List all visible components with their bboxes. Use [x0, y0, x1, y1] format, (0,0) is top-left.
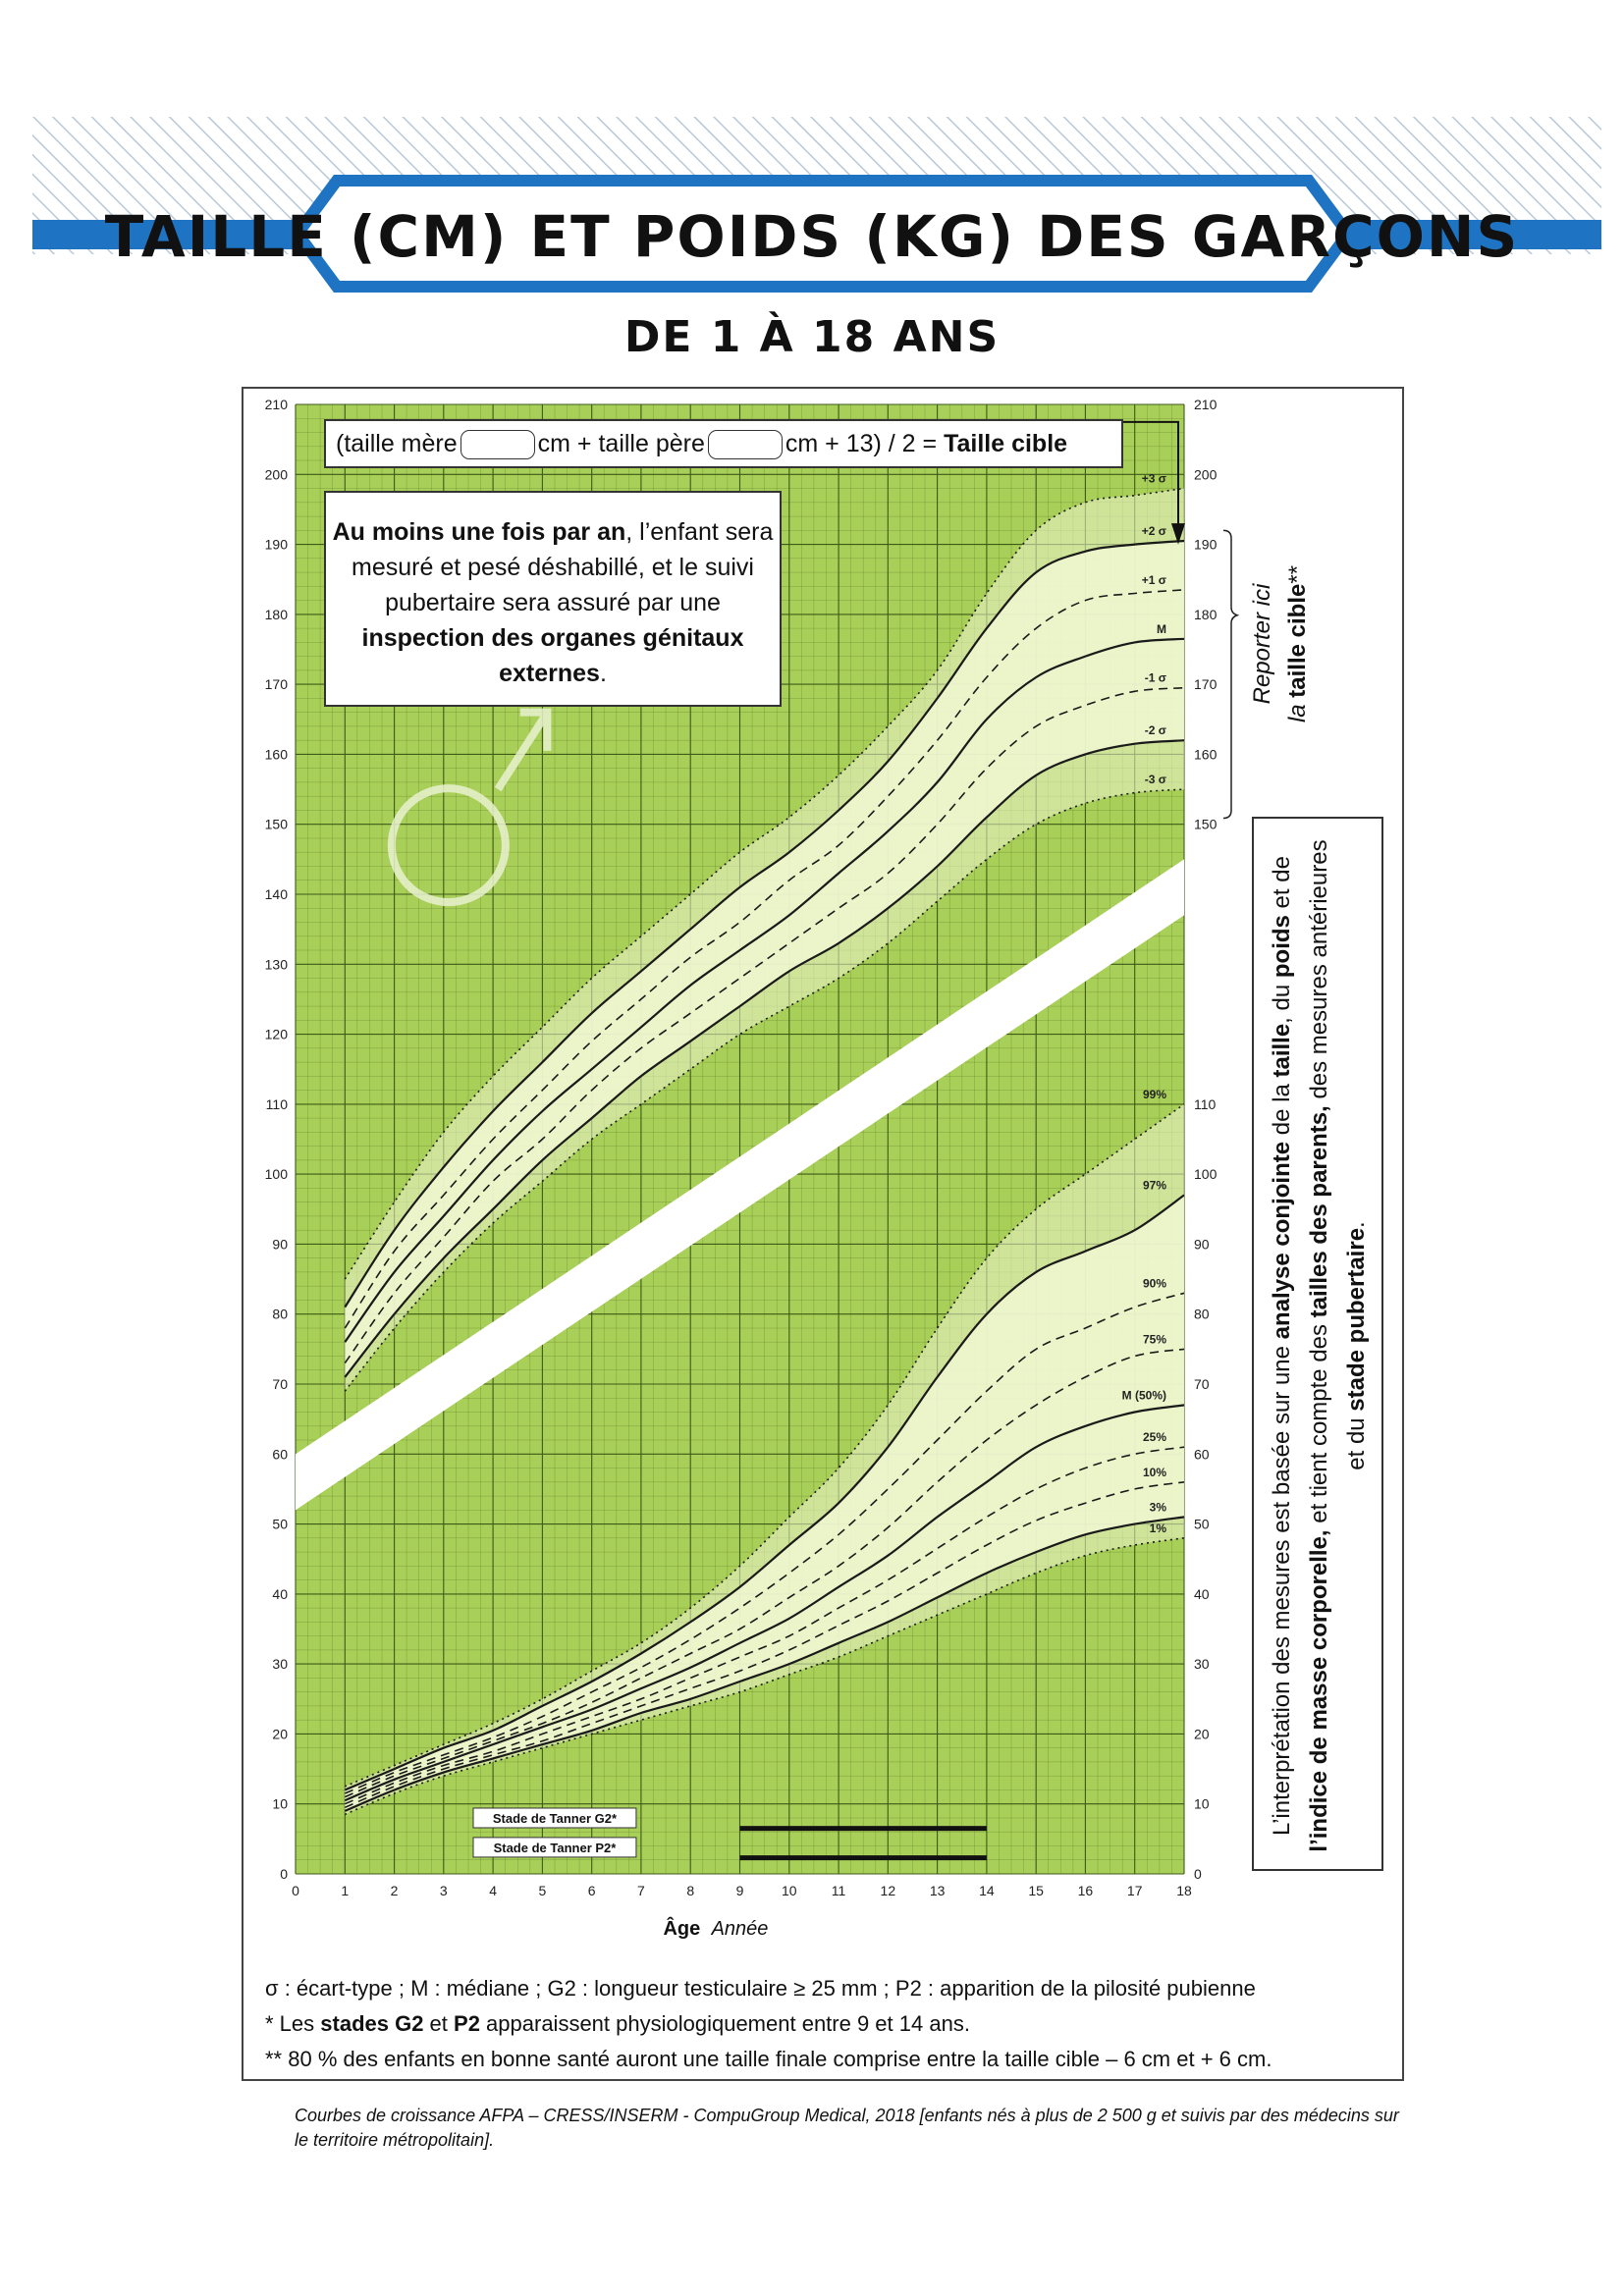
- x-axis-tick: 14: [979, 1883, 995, 1898]
- x-axis-tick: 0: [292, 1883, 299, 1898]
- x-axis-tick: 16: [1077, 1883, 1094, 1898]
- interp-t1: L’interprétation des mesures est basée sur une: [1269, 1339, 1295, 1836]
- report-target-note: [1245, 565, 1316, 722]
- x-axis-tick: 4: [489, 1883, 498, 1898]
- x-axis-tick: 18: [1176, 1883, 1192, 1898]
- interp-t3: , du: [1269, 978, 1295, 1024]
- x-axis-tick: 15: [1028, 1883, 1044, 1898]
- x-axis-tick: 8: [686, 1883, 695, 1898]
- x-axis-tick: 5: [538, 1883, 547, 1898]
- page-subtitle: DE 1 À 18 ANS: [623, 312, 1001, 362]
- interp-t6: des mesures antérieures et du: [1306, 839, 1370, 1470]
- x-axis-tick: 10: [781, 1883, 797, 1898]
- left-axis-tick: 130: [264, 956, 288, 973]
- height-series-label: M: [1157, 621, 1166, 636]
- right-axis-tick-height: 190: [1194, 536, 1218, 553]
- left-axis-tick: 190: [264, 536, 288, 553]
- x-axis-tick: 17: [1126, 1883, 1143, 1898]
- footer-l2d: P2: [454, 2011, 480, 2036]
- x-axis-tick: 9: [735, 1883, 744, 1898]
- notice-text1: , l’enfant sera mesuré et pesé déshabillé, et le suivi pubertaire sera assuré par une: [352, 518, 774, 616]
- x-axis-tick: 3: [439, 1883, 448, 1898]
- right-axis-tick-weight: 20: [1194, 1726, 1210, 1742]
- formula-part1: (taille mère: [336, 430, 458, 457]
- tanner-label: Stade de Tanner G2*: [492, 1810, 618, 1826]
- weight-series-label: 3%: [1149, 1500, 1166, 1515]
- right-axis-tick-height: 210: [1194, 397, 1218, 412]
- left-axis-tick: 210: [264, 397, 288, 412]
- interp-b4: l’indice de masse corporelle,: [1306, 1529, 1332, 1852]
- left-axis-tick-weight: 30: [272, 1656, 288, 1673]
- right-axis-tick-weight: 50: [1194, 1516, 1210, 1532]
- interp-b3: poids: [1269, 915, 1295, 979]
- right-axis-tick-weight: 10: [1194, 1795, 1210, 1812]
- left-axis-tick: 140: [264, 886, 288, 902]
- right-axis-tick-weight: 110: [1194, 1095, 1217, 1112]
- right-axis-tick-height: 180: [1194, 606, 1218, 622]
- left-axis-tick: 80: [272, 1306, 288, 1322]
- chart-legend-notes: [265, 1971, 1272, 2077]
- interp-b2: taille: [1269, 1023, 1295, 1078]
- footer-l2c: et: [423, 2011, 455, 2036]
- x-axis-tick: 2: [390, 1883, 399, 1898]
- x-axis-tick: 1: [341, 1883, 350, 1898]
- weight-series-label: M (50%): [1121, 1388, 1166, 1403]
- footer-line1: σ : écart-type ; M : médiane ; G2 : longueur testiculaire ≥ 25 mm ; P2 : apparition de la pilosité pubienne: [265, 1976, 1256, 2001]
- target-height-formula: [324, 419, 1123, 468]
- weight-series-label: 25%: [1142, 1430, 1166, 1445]
- left-axis-tick: 110: [265, 1095, 288, 1112]
- footer-l2a: * Les: [265, 2011, 321, 2036]
- notice-text2: .: [599, 660, 607, 687]
- interp-t2: de la: [1269, 1077, 1295, 1142]
- weight-series-label: 90%: [1142, 1276, 1166, 1291]
- interpretation-box: [1252, 817, 1383, 1871]
- right-axis-tick-weight: 40: [1194, 1585, 1210, 1602]
- report-la: la: [1284, 704, 1311, 723]
- left-axis-tick: 90: [272, 1236, 288, 1253]
- notice-bold1: Au moins une fois par an: [332, 518, 626, 546]
- notice-bold2: inspection des organes génitaux externes: [361, 624, 744, 687]
- footer-line3: ** 80 % des enfants en bonne santé auront une taille finale comprise entre la taille cible – 6 cm et + 6 cm.: [265, 2047, 1272, 2071]
- x-axis-label: Âge: [663, 1918, 701, 1940]
- height-series-label: +1 σ: [1141, 572, 1166, 587]
- right-axis-tick-weight: 60: [1194, 1446, 1210, 1463]
- left-axis-tick: 60: [272, 1446, 288, 1463]
- report-line1: Reporter ici: [1249, 583, 1275, 705]
- height-series-label: -1 σ: [1144, 670, 1166, 685]
- left-axis-tick-weight: 40: [272, 1585, 288, 1602]
- left-axis-tick: 100: [264, 1166, 288, 1183]
- height-series-label: -3 σ: [1144, 773, 1166, 787]
- height-series-label: +3 σ: [1141, 471, 1166, 486]
- target-bracket: [1223, 530, 1237, 818]
- father-height-input[interactable]: [708, 430, 783, 459]
- report-stars: **: [1284, 564, 1311, 584]
- left-axis-tick: 180: [264, 606, 288, 622]
- left-axis-tick: 150: [264, 816, 288, 832]
- weight-series-label: 97%: [1142, 1178, 1166, 1193]
- tanner-label: Stade de Tanner P2*: [493, 1840, 617, 1855]
- x-axis-tick: 6: [587, 1883, 596, 1898]
- left-axis-tick-weight: 20: [272, 1726, 288, 1742]
- x-axis-tick: 12: [880, 1883, 896, 1898]
- tanner-bar: [740, 1855, 987, 1860]
- weight-series-label: 75%: [1142, 1332, 1166, 1347]
- mother-height-input[interactable]: [460, 430, 535, 459]
- interp-b6: stade pubertaire: [1343, 1227, 1370, 1412]
- formula-result: Taille cible: [944, 430, 1068, 457]
- weight-series-label: 10%: [1142, 1465, 1166, 1479]
- right-axis-tick-height: 150: [1194, 816, 1218, 832]
- right-axis-tick-weight: 70: [1194, 1376, 1210, 1392]
- right-axis-tick-weight: 0: [1194, 1866, 1202, 1882]
- report-taille-cible: taille cible: [1284, 583, 1311, 698]
- interpretation-text: [1264, 830, 1376, 1861]
- formula-part2: cm + taille père: [537, 430, 705, 457]
- left-axis-tick: 200: [264, 466, 288, 483]
- x-axis-tick: 13: [929, 1883, 946, 1898]
- right-axis-tick-weight: 80: [1194, 1306, 1210, 1322]
- interp-b1: analyse conjointe: [1269, 1141, 1295, 1340]
- left-axis-tick-weight: 50: [272, 1516, 288, 1532]
- x-axis-tick: 7: [637, 1883, 645, 1898]
- interp-t7: .: [1343, 1221, 1370, 1228]
- weight-series-label: 1%: [1149, 1521, 1166, 1535]
- right-axis-tick-height: 200: [1194, 466, 1218, 483]
- x-axis-tick: 11: [831, 1883, 846, 1898]
- page-title: TAILLE (CM) ET POIDS (KG) DES GARÇONS: [104, 203, 1520, 270]
- right-axis-tick-weight: 90: [1194, 1236, 1210, 1253]
- footer-l2e: apparaissent physiologiquement entre 9 et 14 ans.: [479, 2011, 970, 2036]
- left-axis-tick-weight: 0: [280, 1866, 288, 1882]
- right-axis-tick-weight: 30: [1194, 1656, 1210, 1673]
- tanner-bar: [740, 1826, 987, 1831]
- left-axis-tick: 160: [264, 746, 288, 763]
- weight-series-label: 99%: [1142, 1087, 1166, 1101]
- height-series-label: +2 σ: [1141, 524, 1166, 538]
- right-axis-tick-weight: 100: [1194, 1166, 1218, 1183]
- right-axis-tick-height: 170: [1194, 676, 1218, 693]
- interp-t4: et de: [1269, 856, 1295, 916]
- left-axis-tick: 120: [264, 1026, 288, 1042]
- measurement-notice: [324, 491, 782, 707]
- interp-b5: tailles des parents,: [1306, 1105, 1332, 1318]
- right-axis-tick-height: 160: [1194, 746, 1218, 763]
- height-series-label: -2 σ: [1144, 723, 1166, 738]
- footer-line2: [265, 2006, 1272, 2042]
- formula-part3: cm + 13) / 2 =: [785, 430, 945, 457]
- left-axis-tick: 170: [264, 676, 288, 693]
- interp-t5: et tient compte des: [1306, 1317, 1332, 1530]
- footer-l2b: stades G2: [320, 2011, 424, 2036]
- left-axis-tick-weight: 10: [272, 1795, 288, 1812]
- left-axis-tick: 70: [272, 1376, 288, 1392]
- source-citation: Courbes de croissance AFPA – CRESS/INSERM - CompuGroup Medical, 2018 [enfants nés à plus de 2 500 g et suivis par des médecins sur le territoire métropolitain].: [295, 2106, 1399, 2150]
- x-axis-unit: Année: [711, 1918, 769, 1940]
